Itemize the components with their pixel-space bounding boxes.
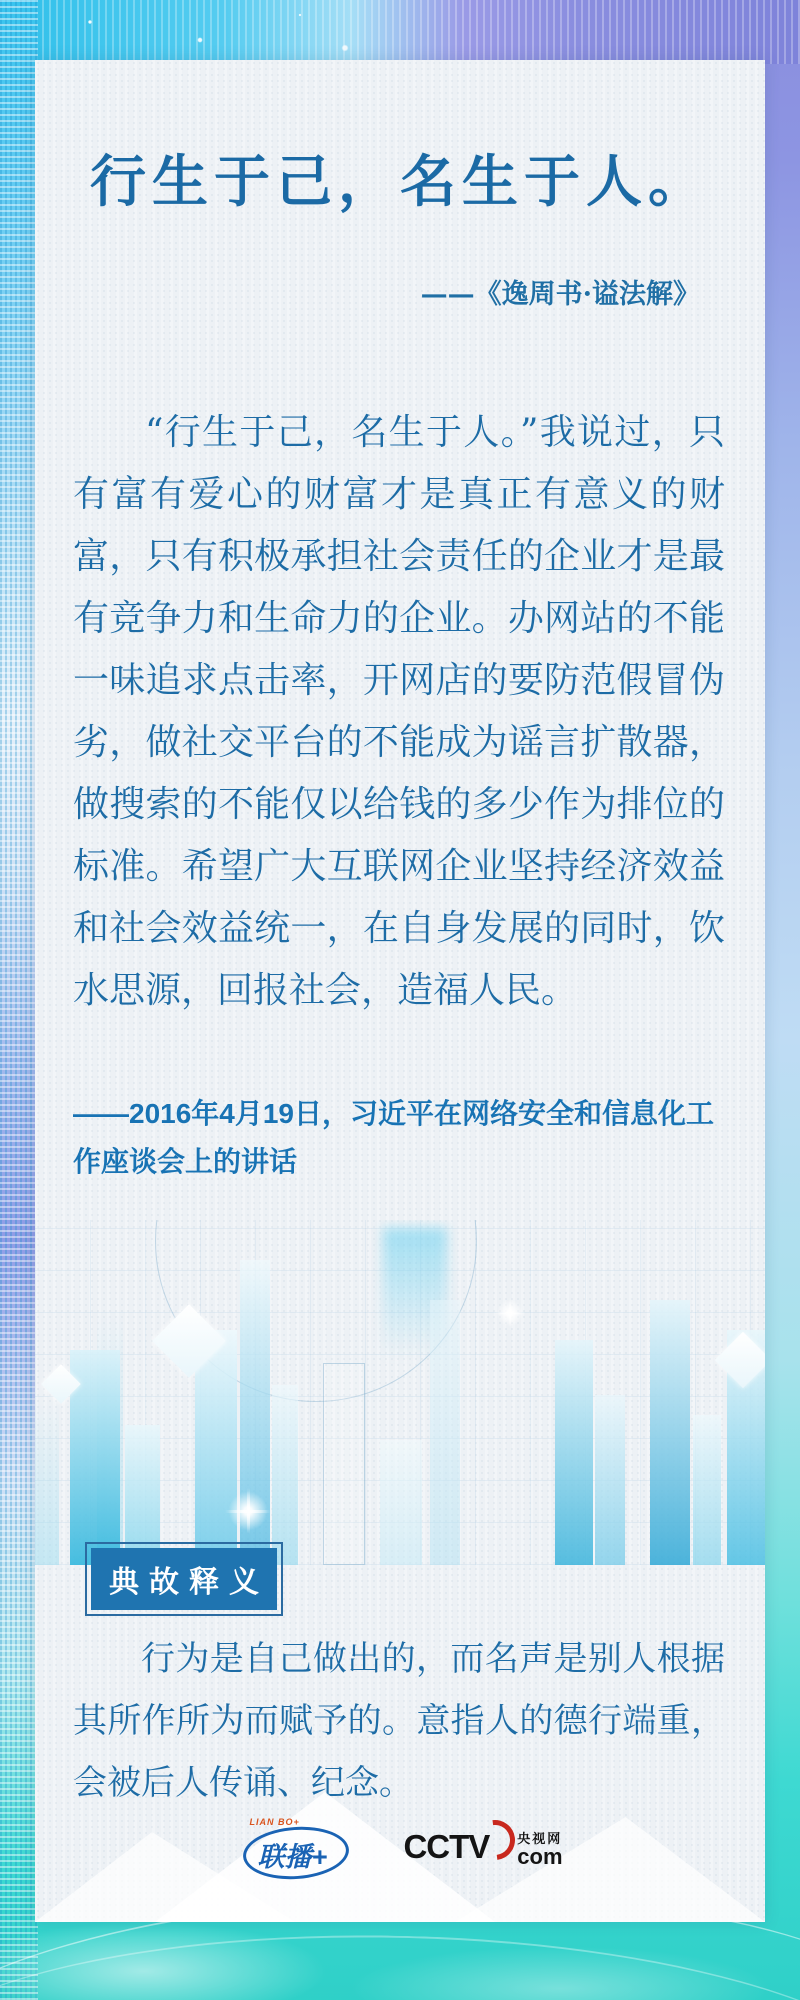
- section-badge: [85, 1542, 283, 1616]
- background-top-band: [0, 0, 800, 64]
- cctv-domain-block: [517, 1828, 562, 1867]
- cctv-logo: [403, 1817, 562, 1877]
- cctv-cn-label: 央视网: [517, 1830, 563, 1846]
- background-digital-rain-band: [0, 0, 38, 2000]
- section-badge-label: 典故释义: [91, 1548, 277, 1610]
- paper-card: [35, 60, 765, 1922]
- lianbo-wordmark: 联播+: [257, 1842, 328, 1872]
- speech-excerpt: “行生于己，名生于人。”我说过，只有富有爱心的财富才是真正有意义的财富，只有积极承担社会责任的企业才是最有竞争力和生命力的企业。办网站的不能一味追求点击率，开网店的要防范假冒伪劣，做社交平台的不能成为谣言扩散器，做搜索的不能仅以给钱的多少作为排位的标准。希望广大互联网企业坚持经济效益和社会效益统一，在自身发展的同时，饮水思源，回报社会，造福人民。: [73, 412, 725, 1011]
- quote-title: 行生于己，名生于人。: [90, 149, 710, 215]
- lianbo-logo: [237, 1817, 357, 1877]
- cityscape-illustration: [35, 1220, 765, 1565]
- explanation-text: 行为是自己做出的，而名声是别人根据其所作所为而赋予的。意指人的德行端重，会被后人传诵、纪念。: [73, 1639, 725, 1803]
- sparkle-icon: [494, 1297, 526, 1329]
- quote-source: ——《逸周书·谥法解》: [420, 279, 700, 310]
- footer-logos: [35, 1812, 765, 1882]
- speech-attribution: ——2016年4月19日，习近平在网络安全和信息化工作座谈会上的讲话: [73, 1098, 715, 1177]
- cctv-wordmark: CCTV: [403, 1828, 490, 1865]
- cctv-domain-label: com: [517, 1843, 563, 1869]
- sparkle-icon: [225, 1488, 271, 1534]
- lianbo-tagline: LIAN BO+: [249, 1817, 300, 1827]
